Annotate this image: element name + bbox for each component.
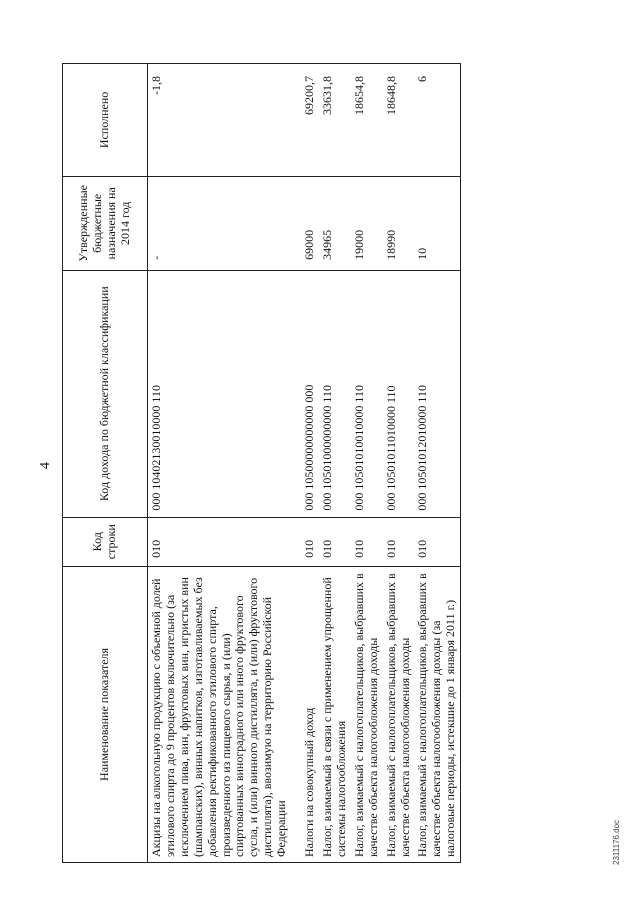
cell-code: 010 bbox=[319, 517, 351, 566]
cell-kbk: 000 10501012010000 110 bbox=[414, 270, 460, 517]
table-row bbox=[383, 64, 415, 863]
cell-name: Налог, взимаемый с налогоплательщиков, выбравших в качестве объекта налогообложения доходы (за налоговые периоды, истекшие до 1 января 2011 г.) bbox=[414, 566, 460, 862]
cell-exec: 6 bbox=[414, 64, 460, 177]
budget-execution-table bbox=[62, 63, 461, 863]
table-row bbox=[351, 64, 383, 863]
cell-plan: 69000 bbox=[295, 176, 319, 270]
header-code: Код строки bbox=[63, 517, 148, 566]
cell-kbk: 000 10501011010000 110 bbox=[383, 270, 415, 517]
cell-kbk: 000 10501000000000 110 bbox=[319, 270, 351, 517]
cell-plan: 18990 bbox=[383, 176, 415, 270]
cell-exec: 33631,8 bbox=[319, 64, 351, 177]
table-header-row bbox=[63, 64, 148, 863]
cell-exec: 18648,8 bbox=[383, 64, 415, 177]
cell-kbk: 000 10501010010000 110 bbox=[351, 270, 383, 517]
table-row bbox=[414, 64, 460, 863]
cell-code: 010 bbox=[414, 517, 460, 566]
page-number: 4 bbox=[38, 462, 53, 469]
document-file-reference: 2311176.doc bbox=[612, 819, 621, 865]
cell-code: 010 bbox=[351, 517, 383, 566]
table-row bbox=[319, 64, 351, 863]
cell-plan: 34965 bbox=[319, 176, 351, 270]
cell-exec: 69200,7 bbox=[295, 64, 319, 177]
cell-code: 010 bbox=[295, 517, 319, 566]
cell-plan: - bbox=[148, 176, 296, 270]
header-plan: Утвержденные бюджетные назначения на 2014 год bbox=[63, 176, 148, 270]
header-name: Наименование показателя bbox=[63, 566, 148, 862]
cell-code: 010 bbox=[383, 517, 415, 566]
cell-exec: 18654,8 bbox=[351, 64, 383, 177]
cell-plan: 19000 bbox=[351, 176, 383, 270]
cell-name: Налог, взимаемый с налогоплательщиков, выбравших в качестве объекта налогообложения доходы bbox=[351, 566, 383, 862]
header-kbk: Код дохода по бюджетной классификации bbox=[63, 270, 148, 517]
cell-name: Акцизы на алкогольную продукцию с объемной долей этилового спирта до 9 процентов включительно (за исключением пива, вин, фруктовых вин, игристых вин (шампанских), винных напитков, изготавливаемых без добавления ректификованного этилового спирта, произведенного из пищевого сырья, и (или) спиртованных виноградного или иного фруктового сусла, и (или) винного дистиллята, и (или) фруктового дистиллята), ввозимую на территорию Российской Федерации bbox=[148, 566, 296, 862]
cell-kbk: 000 10500000000000 000 bbox=[295, 270, 319, 517]
cell-code: 010 bbox=[148, 517, 296, 566]
cell-name: Налоги на совокупный доход bbox=[295, 566, 319, 862]
cell-kbk: 000 10402130010000 110 bbox=[148, 270, 296, 517]
table-row bbox=[148, 64, 296, 863]
table-row bbox=[295, 64, 319, 863]
cell-exec: -1,8 bbox=[148, 64, 296, 177]
cell-name: Налог, взимаемый с налогоплательщиков, выбравших в качестве объекта налогообложения доходы bbox=[383, 566, 415, 862]
cell-name: Налог, взимаемый в связи с применением упрощенной системы налогообложения bbox=[319, 566, 351, 862]
header-exec: Исполнено bbox=[63, 64, 148, 177]
cell-plan: 10 bbox=[414, 176, 460, 270]
